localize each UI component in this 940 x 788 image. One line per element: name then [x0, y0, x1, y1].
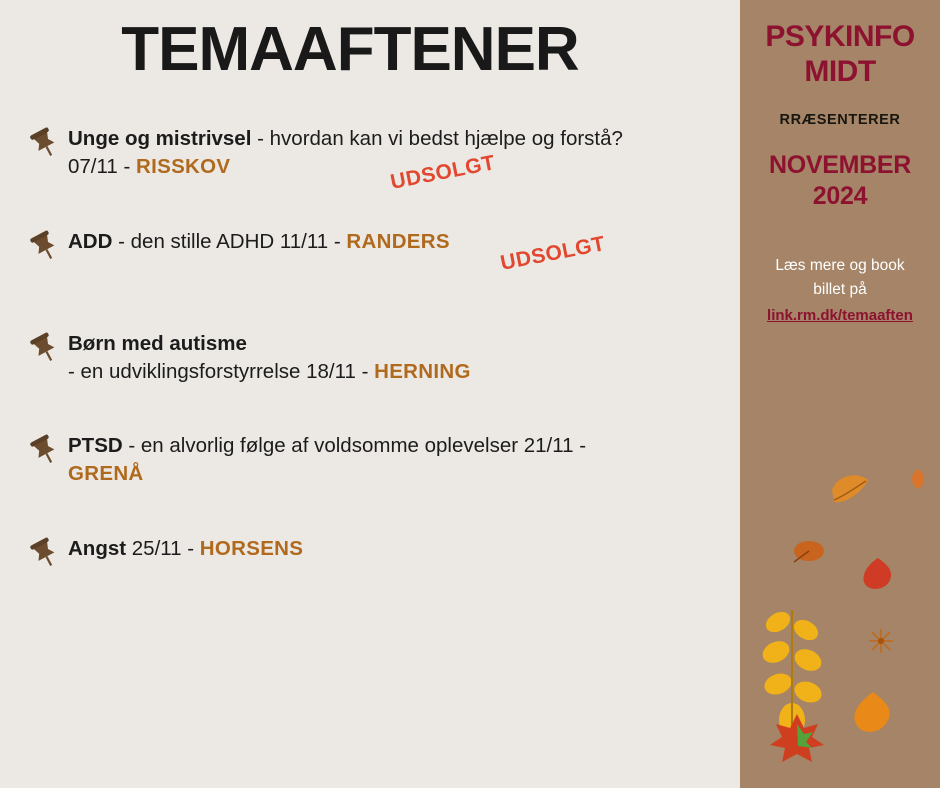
event-place: GRENÅ — [68, 462, 144, 486]
event-place: HORSENS — [199, 536, 304, 560]
event-title: Unge og mistrivsel — [68, 127, 252, 150]
event-title: PTSD — [68, 434, 123, 458]
event-list — [0, 125, 740, 591]
booking-line-1: Læs mere og book — [775, 257, 905, 275]
leaf-icon — [792, 538, 826, 573]
event-title: Børn med autisme — [68, 331, 247, 355]
presents-label: RRÆSENTERER — [779, 111, 901, 128]
pushpin-icon — [28, 228, 68, 264]
list-item — [28, 228, 740, 284]
leaf-icon — [828, 470, 872, 515]
leaf-icon — [768, 712, 826, 773]
month-year — [740, 150, 940, 213]
pushpin-icon — [28, 432, 68, 468]
event-desc: - en udviklingsforstyrrelse 18/11 - — [68, 359, 375, 383]
page-title: TEMAAFTENER — [121, 15, 579, 84]
event-place: RISSKOV — [136, 155, 231, 179]
booking-link[interactable]: link.rm.dk/temaaften — [767, 307, 913, 325]
event-desc: - den stille ADHD 11/11 - — [112, 229, 347, 253]
brand-line-2: MIDT — [804, 54, 876, 88]
event-text — [68, 228, 608, 275]
poster-sidebar — [740, 0, 940, 788]
event-place: HERNING — [374, 359, 471, 383]
event-title: Angst — [68, 536, 127, 560]
leaf-icon — [850, 690, 896, 745]
booking-line-2: billet på — [813, 281, 867, 299]
status-badge: UDSOLGT — [388, 151, 498, 194]
event-desc: - hvordan kan vi bedst hjælpe og forstå? 07/11 - — [68, 127, 623, 179]
brand-name — [740, 20, 940, 90]
month-label: NOVEMBER — [768, 150, 912, 179]
list-item — [28, 330, 740, 387]
event-text — [68, 125, 668, 194]
event-title: ADD — [68, 229, 113, 253]
event-text — [68, 432, 586, 489]
pushpin-icon — [28, 535, 68, 571]
event-place: RANDERS — [346, 229, 450, 253]
event-text — [68, 330, 471, 387]
brand-line-1: PSYKINFO — [765, 20, 915, 53]
pushpin-icon — [28, 125, 68, 161]
event-text — [68, 535, 303, 563]
leaf-icon — [868, 628, 894, 659]
leaf-icon — [858, 556, 898, 601]
year-label: 2024 — [812, 181, 868, 210]
list-item — [28, 432, 740, 489]
status-badge: UDSOLGT — [498, 231, 608, 275]
event-desc: 25/11 - — [126, 536, 200, 560]
event-desc: - en alvorlig følge af voldsomme oplevelser 21/11 - — [122, 434, 587, 458]
booking-info — [740, 254, 940, 327]
pushpin-icon — [28, 330, 68, 366]
list-item — [28, 125, 740, 194]
leaf-icon — [908, 468, 928, 495]
list-item — [28, 535, 740, 591]
